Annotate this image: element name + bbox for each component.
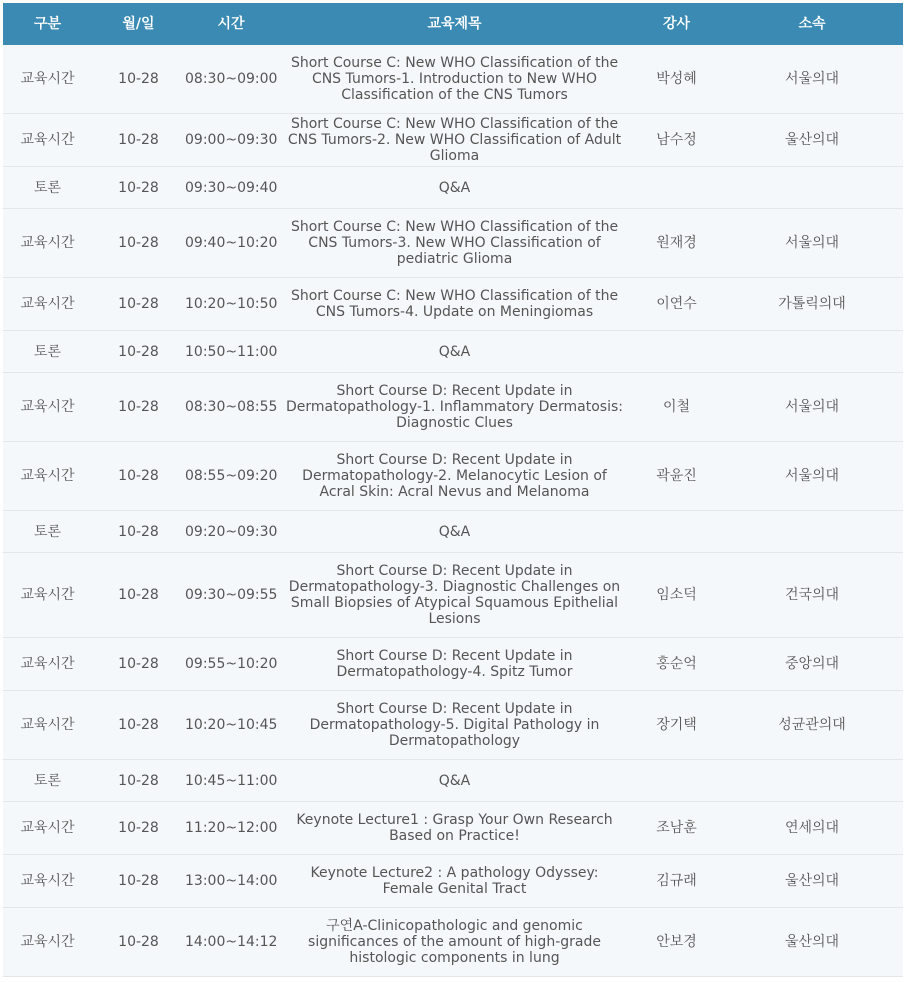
cell-date: 10-28 xyxy=(92,45,185,114)
cell-speaker: 박성혜 xyxy=(632,45,721,114)
cell-title: Short Course D: Recent Update in Dermatopathology-1. Inflammatory Dermatosis: Diagnostic Clues xyxy=(277,373,632,442)
cell-date: 10-28 xyxy=(92,691,185,760)
header-affiliation: 소속 xyxy=(721,3,903,45)
cell-time: 14:00~14:12 xyxy=(185,908,277,977)
cell-time: 13:00~14:00 xyxy=(185,855,277,908)
cell-time: 08:55~09:20 xyxy=(185,442,277,511)
cell-category: 교육시간 xyxy=(3,691,92,760)
cell-affiliation xyxy=(721,331,903,373)
cell-category: 교육시간 xyxy=(3,802,92,855)
cell-date: 10-28 xyxy=(92,511,185,553)
table-row xyxy=(3,638,903,691)
cell-category: 교육시간 xyxy=(3,114,92,167)
header-time: 시간 xyxy=(185,3,277,45)
cell-time: 10:45~11:00 xyxy=(185,760,277,802)
table-row xyxy=(3,278,903,331)
cell-category: 토론 xyxy=(3,760,92,802)
table-row xyxy=(3,691,903,760)
cell-affiliation: 서울의대 xyxy=(721,373,903,442)
cell-category: 교육시간 xyxy=(3,278,92,331)
cell-speaker: 이연수 xyxy=(632,278,721,331)
cell-category: 교육시간 xyxy=(3,442,92,511)
cell-speaker: 조남훈 xyxy=(632,802,721,855)
cell-date: 10-28 xyxy=(92,278,185,331)
cell-time: 09:00~09:30 xyxy=(185,114,277,167)
cell-title: Q&A xyxy=(277,167,632,209)
cell-time: 09:40~10:20 xyxy=(185,209,277,278)
table-row xyxy=(3,802,903,855)
table-row xyxy=(3,760,903,802)
cell-affiliation: 서울의대 xyxy=(721,45,903,114)
cell-date: 10-28 xyxy=(92,167,185,209)
table-row xyxy=(3,442,903,511)
cell-date: 10-28 xyxy=(92,209,185,278)
cell-title: Short Course D: Recent Update in Dermatopathology-3. Diagnostic Challenges on Small Biopsies of Atypical Squamous Epithelial Lesions xyxy=(277,553,632,638)
cell-category: 교육시간 xyxy=(3,855,92,908)
cell-title: Q&A xyxy=(277,511,632,553)
cell-date: 10-28 xyxy=(92,638,185,691)
cell-title: Short Course D: Recent Update in Dermatopathology-5. Digital Pathology in Dermatopathology xyxy=(277,691,632,760)
table-row xyxy=(3,167,903,209)
cell-time: 10:50~11:00 xyxy=(185,331,277,373)
table-row xyxy=(3,45,903,114)
cell-affiliation: 울산의대 xyxy=(721,114,903,167)
table-row xyxy=(3,114,903,167)
cell-title: Keynote Lecture1 : Grasp Your Own Research Based on Practice! xyxy=(277,802,632,855)
cell-time: 10:20~10:50 xyxy=(185,278,277,331)
header-category: 구분 xyxy=(3,3,92,45)
table-header xyxy=(3,3,903,45)
cell-affiliation: 서울의대 xyxy=(721,209,903,278)
cell-speaker xyxy=(632,331,721,373)
table-row xyxy=(3,553,903,638)
cell-date: 10-28 xyxy=(92,373,185,442)
cell-affiliation xyxy=(721,760,903,802)
cell-title: Keynote Lecture2 : A pathology Odyssey: Female Genital Tract xyxy=(277,855,632,908)
cell-title: Short Course C: New WHO Classification of the CNS Tumors-1. Introduction to New WHO Classification of the CNS Tumors xyxy=(277,45,632,114)
cell-affiliation: 중앙의대 xyxy=(721,638,903,691)
cell-category: 교육시간 xyxy=(3,209,92,278)
cell-title: Short Course D: Recent Update in Dermatopathology-2. Melanocytic Lesion of Acral Skin: Acral Nevus and Melanoma xyxy=(277,442,632,511)
table-row xyxy=(3,855,903,908)
cell-speaker: 김규래 xyxy=(632,855,721,908)
cell-time: 11:20~12:00 xyxy=(185,802,277,855)
header-date: 월/일 xyxy=(92,3,185,45)
cell-date: 10-28 xyxy=(92,331,185,373)
header-speaker: 강사 xyxy=(632,3,721,45)
cell-speaker xyxy=(632,167,721,209)
cell-speaker xyxy=(632,760,721,802)
cell-time: 09:55~10:20 xyxy=(185,638,277,691)
cell-category: 교육시간 xyxy=(3,45,92,114)
cell-time: 10:20~10:45 xyxy=(185,691,277,760)
header-row xyxy=(3,3,903,45)
table-row xyxy=(3,373,903,442)
cell-category: 교육시간 xyxy=(3,908,92,977)
cell-category: 교육시간 xyxy=(3,638,92,691)
cell-speaker: 홍순억 xyxy=(632,638,721,691)
cell-speaker xyxy=(632,511,721,553)
cell-speaker: 곽윤진 xyxy=(632,442,721,511)
cell-date: 10-28 xyxy=(92,802,185,855)
cell-date: 10-28 xyxy=(92,760,185,802)
cell-category: 토론 xyxy=(3,167,92,209)
cell-speaker: 장기택 xyxy=(632,691,721,760)
table-row xyxy=(3,331,903,373)
cell-category: 교육시간 xyxy=(3,553,92,638)
cell-title: Q&A xyxy=(277,331,632,373)
cell-date: 10-28 xyxy=(92,855,185,908)
cell-date: 10-28 xyxy=(92,114,185,167)
cell-affiliation: 가톨릭의대 xyxy=(721,278,903,331)
cell-affiliation: 건국의대 xyxy=(721,553,903,638)
cell-affiliation: 울산의대 xyxy=(721,908,903,977)
cell-speaker: 원재경 xyxy=(632,209,721,278)
table-row xyxy=(3,209,903,278)
cell-category: 교육시간 xyxy=(3,373,92,442)
schedule-table xyxy=(3,3,903,977)
cell-title: Short Course C: New WHO Classification of the CNS Tumors-3. New WHO Classification of pediatric Glioma xyxy=(277,209,632,278)
table-body xyxy=(3,45,903,977)
table-row xyxy=(3,908,903,977)
cell-title: Short Course C: New WHO Classification of the CNS Tumors-4. Update on Meningiomas xyxy=(277,278,632,331)
cell-time: 09:30~09:40 xyxy=(185,167,277,209)
cell-time: 08:30~09:00 xyxy=(185,45,277,114)
cell-title: Short Course D: Recent Update in Dermatopathology-4. Spitz Tumor xyxy=(277,638,632,691)
cell-affiliation xyxy=(721,167,903,209)
cell-affiliation: 연세의대 xyxy=(721,802,903,855)
cell-title: Q&A xyxy=(277,760,632,802)
cell-date: 10-28 xyxy=(92,553,185,638)
table-row xyxy=(3,511,903,553)
cell-category: 토론 xyxy=(3,331,92,373)
cell-affiliation: 울산의대 xyxy=(721,855,903,908)
cell-time: 08:30~08:55 xyxy=(185,373,277,442)
header-title: 교육제목 xyxy=(277,3,632,45)
cell-date: 10-28 xyxy=(92,908,185,977)
cell-affiliation: 서울의대 xyxy=(721,442,903,511)
cell-title: 구연A-Clinicopathologic and genomic significances of the amount of high-grade histologic components in lung xyxy=(277,908,632,977)
cell-speaker: 임소덕 xyxy=(632,553,721,638)
cell-time: 09:30~09:55 xyxy=(185,553,277,638)
cell-affiliation: 성균관의대 xyxy=(721,691,903,760)
cell-category: 토론 xyxy=(3,511,92,553)
cell-speaker: 남수정 xyxy=(632,114,721,167)
cell-affiliation xyxy=(721,511,903,553)
cell-date: 10-28 xyxy=(92,442,185,511)
cell-speaker: 이철 xyxy=(632,373,721,442)
cell-title: Short Course C: New WHO Classification of the CNS Tumors-2. New WHO Classification of Adult Glioma xyxy=(277,114,632,167)
cell-time: 09:20~09:30 xyxy=(185,511,277,553)
cell-speaker: 안보경 xyxy=(632,908,721,977)
